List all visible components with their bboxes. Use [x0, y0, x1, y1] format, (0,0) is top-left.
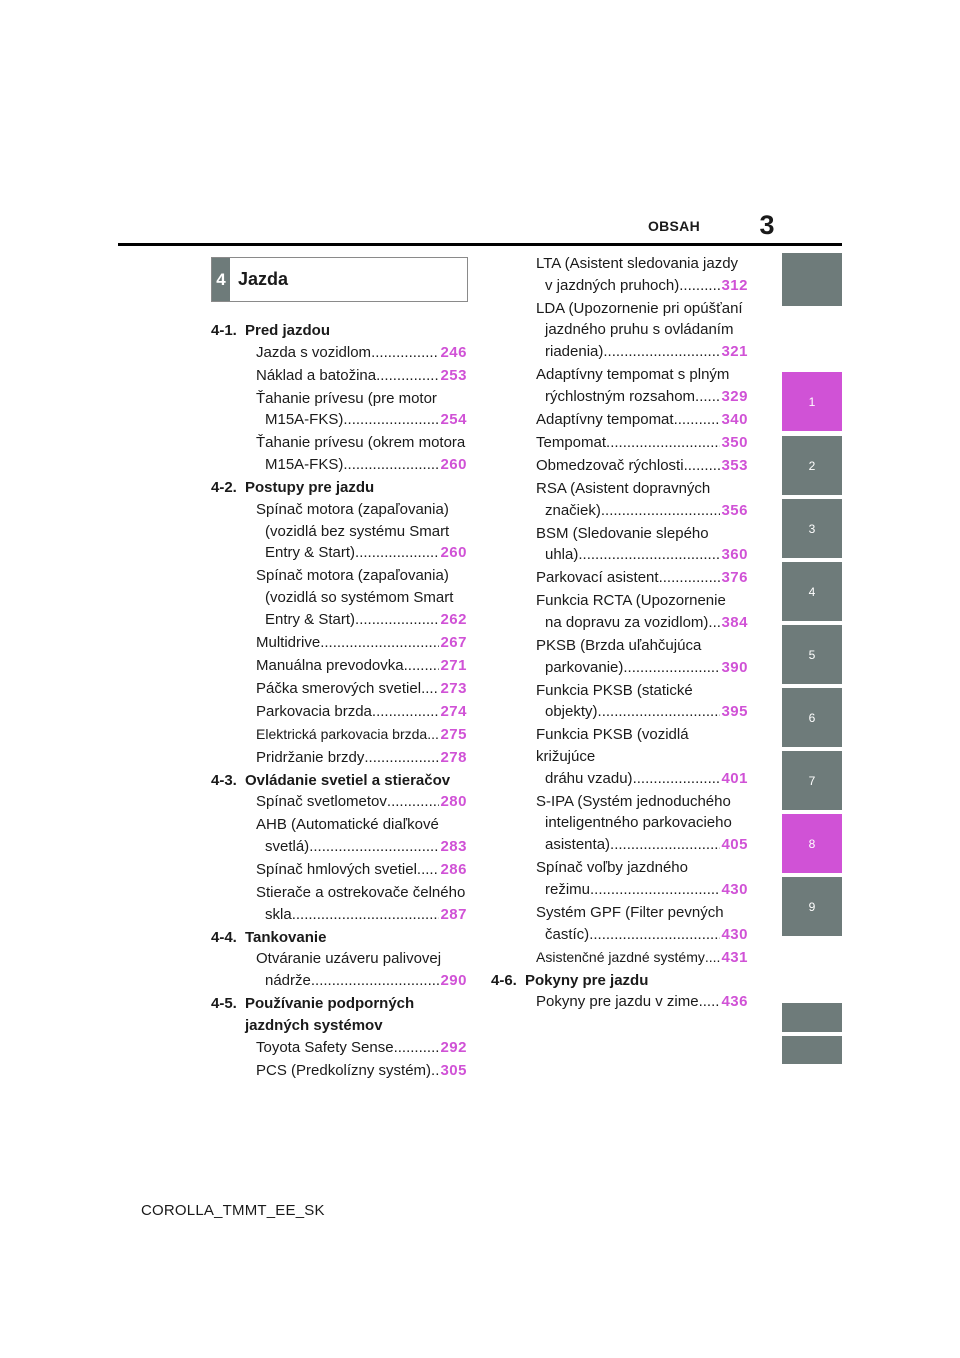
toc-entry[interactable]	[491, 857, 748, 900]
toc-entry[interactable]	[211, 701, 467, 723]
toc-entry-text: Entry & Start)	[265, 544, 356, 562]
toc-page-link: 278	[440, 748, 467, 766]
toc-entry-line	[536, 834, 748, 856]
toc-entry-text: RSA (Asistent dopravných	[536, 479, 711, 497]
dot-leader	[684, 455, 721, 477]
toc-entry-line	[256, 409, 467, 431]
toc-entry[interactable]	[491, 724, 748, 789]
toc-entry-text: rýchlostným rozsahom	[545, 387, 696, 405]
dot-leader	[372, 701, 440, 723]
dot-leader	[421, 678, 439, 700]
toc-page-link: 431	[721, 948, 748, 966]
toc-page-link: 329	[721, 387, 748, 405]
dot-leader	[659, 567, 721, 589]
toc-entry-line	[256, 342, 467, 364]
toc-page-link: 246	[440, 343, 467, 361]
toc-entry-text: M15A-FKS)	[265, 456, 344, 474]
toc-entry-text: Jazda s vozidlom	[256, 343, 372, 361]
toc-entry-text: asistenta)	[545, 836, 611, 854]
toc-entry-line	[536, 879, 748, 901]
toc-entry-line	[536, 386, 748, 408]
toc-entry-line	[536, 924, 748, 946]
toc-heading-number: 4-6.	[491, 971, 517, 989]
toc-entry-text: v jazdných pruhoch)	[545, 276, 680, 294]
footer-doc-id: COROLLA_TMMT_EE_SK	[141, 1202, 325, 1219]
toc-entry-text: Elektrická parkovacia brzda	[256, 725, 428, 742]
toc-entry-line	[256, 432, 467, 454]
toc-entry-line	[536, 612, 748, 634]
toc-entry-text: Otváranie uzáveru palivovej	[256, 950, 442, 968]
chapter-tab[interactable]: 3	[782, 499, 842, 558]
chapter-tab[interactable]: 7	[782, 751, 842, 810]
toc-page-link: 273	[440, 679, 467, 697]
toc-heading-title: Pokyny pre jazdu	[525, 971, 649, 989]
toc-page-link: 274	[440, 702, 467, 720]
toc-entry-line	[256, 542, 467, 564]
header-divider	[118, 243, 842, 246]
toc-heading-title: Tankovanie	[245, 928, 327, 946]
toc-entry-text: (vozidlá bez systému Smart	[265, 522, 450, 540]
toc-entry-line	[536, 991, 748, 1013]
toc-entry-text: Ťahanie prívesu (okrem motora	[256, 434, 466, 452]
dot-leader	[623, 657, 720, 679]
toc-entry-line	[536, 657, 748, 679]
dot-leader	[387, 791, 440, 813]
chapter-tab[interactable]: 9	[782, 877, 842, 936]
toc-entry[interactable]	[491, 364, 748, 407]
toc-entry-text: Spínač voľby jazdného	[536, 859, 688, 877]
toc-entry-text: častíc)	[545, 925, 590, 943]
dot-leader	[431, 1060, 439, 1082]
dot-leader	[610, 834, 720, 856]
dot-leader	[364, 747, 439, 769]
toc-entry-line	[536, 523, 748, 545]
toc-page-link: 260	[440, 456, 467, 474]
toc-page-link: 353	[721, 456, 748, 474]
toc-entry[interactable]	[211, 565, 467, 630]
toc-heading	[211, 770, 467, 792]
toc-entry-line	[536, 432, 748, 454]
toc-entry[interactable]	[491, 590, 748, 633]
toc-heading-title: Postupy pre jazdu	[245, 479, 375, 497]
toc-entry-text: Spínač hmlových svetiel	[256, 861, 417, 879]
toc-entry-line	[256, 565, 467, 587]
toc-entry-text: Pokyny pre jazdu v zime	[536, 993, 699, 1011]
toc-entry-line	[536, 701, 748, 723]
toc-entry-text: Adaptívny tempomat s plným	[536, 366, 730, 384]
toc-page-link: 430	[721, 880, 748, 898]
toc-entry-line	[256, 970, 467, 992]
dot-leader	[427, 724, 439, 746]
toc-heading-title: Pred jazdou	[245, 322, 331, 339]
toc-heading	[491, 970, 748, 992]
toc-entry-line	[536, 341, 748, 363]
dot-leader	[320, 632, 439, 654]
toc-page-link: 376	[721, 569, 748, 587]
toc-entry-text: PKSB (Brzda uľahčujúca	[536, 636, 702, 654]
toc-page-link: 283	[440, 838, 467, 856]
toc-entry-line	[256, 499, 467, 521]
toc-page-link: 254	[440, 411, 467, 429]
dot-leader	[343, 454, 439, 476]
toc-entry-text: režimu	[545, 880, 591, 898]
toc-entry[interactable]	[211, 747, 467, 769]
toc-page-link: 340	[721, 410, 748, 428]
toc-entry-text: (vozidlá so systémom Smart	[265, 588, 454, 606]
toc-entry[interactable]	[491, 567, 748, 589]
toc-entry-line	[536, 680, 748, 702]
toc-page-link: 275	[440, 725, 467, 743]
toc-entry-line	[256, 882, 467, 904]
toc-entry-line	[536, 500, 748, 522]
toc-entry-text: Tempomat	[536, 433, 607, 451]
toc-entry-text: Stierače a ostrekovače čelného	[256, 884, 466, 902]
toc-page-link: 321	[721, 343, 748, 361]
toc-entry-line	[536, 544, 748, 566]
toc-heading-number: 4-3.	[211, 771, 237, 789]
dot-leader	[309, 836, 439, 858]
toc-entry-text: Funkcia PKSB (vozidlá križujúce	[536, 726, 689, 766]
toc-heading	[211, 993, 467, 1036]
toc-entry-text: uhla)	[545, 546, 579, 564]
toc-entry-line	[536, 319, 748, 341]
toc-page-link: 280	[440, 793, 467, 811]
toc-entry[interactable]	[211, 882, 467, 925]
toc-entry-text: Funkcia RCTA (Upozornenie	[536, 592, 726, 610]
toc-heading-number: 4-4.	[211, 928, 237, 946]
toc-entry-text: Multidrive	[256, 633, 321, 651]
toc-heading	[211, 927, 467, 949]
toc-heading-title: Ovládanie svetiel a stieračov	[245, 771, 451, 789]
toc-entry-line	[256, 609, 467, 631]
toc-entry-text: parkovanie)	[545, 658, 624, 676]
dot-leader	[590, 879, 720, 901]
toc-right-column	[491, 253, 748, 1014]
toc-entry[interactable]	[211, 948, 467, 991]
toc-entry[interactable]	[211, 791, 467, 813]
dot-leader	[695, 386, 720, 408]
toc-entry[interactable]	[491, 478, 748, 521]
toc-page-link: 405	[721, 836, 748, 854]
toc-page-link: 395	[721, 703, 748, 721]
dot-leader	[404, 655, 440, 677]
dot-leader	[343, 409, 439, 431]
toc-entry-line	[536, 275, 748, 297]
toc-entry-text: Páčka smerových svetiel	[256, 679, 422, 697]
dot-leader	[601, 500, 721, 522]
chapter-tab[interactable]	[782, 1003, 842, 1032]
toc-entry-line	[256, 701, 467, 723]
dot-leader	[376, 365, 439, 387]
toc-page-link: 290	[440, 972, 467, 990]
toc-entry-line	[256, 365, 467, 387]
toc-entry-line	[256, 454, 467, 476]
toc-entry[interactable]	[491, 635, 748, 678]
toc-entry[interactable]	[491, 991, 748, 1013]
toc-page-link: 356	[721, 501, 748, 519]
toc-entry-text: Systém GPF (Filter pevných	[536, 903, 724, 921]
dot-leader	[578, 544, 720, 566]
page-number: 3	[759, 210, 775, 240]
toc-entry-line	[536, 902, 748, 924]
toc-entry[interactable]	[211, 859, 467, 881]
dot-leader	[417, 859, 440, 881]
chapter-tab[interactable]: 4	[782, 562, 842, 621]
toc-entry-line	[256, 678, 467, 700]
toc-heading-title: Používanie podporných jazdných systémov	[245, 995, 415, 1034]
toc-entry[interactable]	[211, 1060, 467, 1082]
dot-leader	[699, 991, 721, 1013]
chapter-tab[interactable]: 2	[782, 436, 842, 495]
toc-entry-line	[256, 632, 467, 654]
toc-entry-line	[536, 791, 748, 813]
toc-entry[interactable]	[491, 409, 748, 431]
dot-leader	[603, 341, 720, 363]
toc-entry[interactable]	[491, 432, 748, 454]
toc-entry-line	[536, 947, 748, 969]
toc-page-link: 305	[440, 1061, 467, 1079]
toc-entry[interactable]	[491, 902, 748, 945]
toc-entry-text: Parkovacia brzda	[256, 702, 372, 720]
dot-leader	[589, 924, 720, 946]
toc-entry-line	[536, 812, 748, 834]
toc-entry-text: jazdného pruhu s ovládaním	[545, 321, 734, 339]
toc-entry-text: na dopravu za vozidlom)	[545, 613, 709, 631]
dot-leader	[674, 409, 721, 431]
toc-entry-line	[256, 814, 467, 836]
toc-entry[interactable]	[491, 947, 748, 969]
toc-entry-line	[256, 1060, 467, 1082]
toc-entry-line	[256, 904, 467, 926]
toc-entry-text: Pridržanie brzdy	[256, 748, 365, 766]
dot-leader	[292, 904, 440, 926]
toc-page-link: 253	[440, 366, 467, 384]
toc-page-link: 430	[721, 925, 748, 943]
chapter-tab[interactable]: 5	[782, 625, 842, 684]
toc-page-link: 436	[721, 993, 748, 1011]
dot-leader	[355, 542, 439, 564]
toc-entry-text: Adaptívny tempomat	[536, 410, 674, 428]
dot-leader	[633, 768, 721, 790]
toc-entry[interactable]	[211, 724, 467, 746]
section-title-box	[211, 257, 468, 302]
toc-entry-text: skla	[265, 905, 292, 923]
toc-entry[interactable]	[211, 388, 467, 431]
toc-entry-line	[536, 455, 748, 477]
toc-entry-line	[536, 724, 748, 767]
toc-entry-text: Ťahanie prívesu (pre motor	[256, 389, 437, 407]
toc-entry-text: Spínač motora (zapaľovania)	[256, 500, 449, 518]
toc-page-link: 292	[440, 1038, 467, 1056]
toc-entry-text: Asistenčné jazdné systémy	[536, 948, 705, 965]
toc-entry-line	[536, 590, 748, 612]
toc-entry-text: dráhu vzadu)	[545, 769, 633, 787]
toc-entry-text: inteligentného parkovacieho	[545, 814, 732, 832]
dot-leader	[394, 1037, 440, 1059]
toc-entry-line	[256, 1037, 467, 1059]
toc-left-column	[211, 319, 467, 1083]
toc-entry-line	[256, 724, 467, 746]
toc-entry[interactable]	[211, 1037, 467, 1059]
toc-entry[interactable]	[211, 655, 467, 677]
toc-entry[interactable]	[211, 432, 467, 475]
toc-page-link: 262	[440, 610, 467, 628]
toc-entry-text: nádrže	[265, 972, 311, 990]
toc-page-link: 401	[721, 769, 748, 787]
toc-entry-line	[256, 791, 467, 813]
toc-entry-text: Náklad a batožina	[256, 366, 377, 384]
toc-entry-text: AHB (Automatické diaľkové	[256, 816, 439, 834]
toc-entry-text: objekty)	[545, 703, 598, 721]
toc-entry-text: LDA (Upozornenie pri opúšťaní	[536, 299, 743, 317]
toc-entry-text: M15A-FKS)	[265, 411, 344, 429]
chapter-tab[interactable]	[782, 1036, 842, 1064]
toc-entry-text: Manuálna prevodovka	[256, 656, 404, 674]
toc-entry-line	[256, 948, 467, 970]
toc-entry-line	[256, 587, 467, 609]
toc-entry[interactable]	[491, 680, 748, 723]
toc-entry-text: Parkovací asistent	[536, 569, 659, 587]
toc-entry-line	[256, 388, 467, 410]
toc-page-link: 390	[721, 658, 748, 676]
toc-entry-text: Entry & Start)	[265, 610, 356, 628]
toc-entry-line	[536, 768, 748, 790]
toc-heading-number: 4-1.	[211, 322, 237, 339]
toc-page-link: 384	[721, 613, 748, 631]
toc-entry-line	[536, 567, 748, 589]
toc-entry-text: Obmedzovač rýchlosti	[536, 456, 684, 474]
toc-entry-line	[256, 747, 467, 769]
toc-entry-text: S-IPA (Systém jednoduchého	[536, 792, 731, 810]
toc-entry-line	[256, 655, 467, 677]
toc-entry-text: Spínač svetlometov	[256, 793, 387, 811]
toc-page-link: 260	[440, 544, 467, 562]
dot-leader	[355, 609, 439, 631]
toc-page-link: 350	[721, 433, 748, 451]
toc-entry[interactable]	[211, 814, 467, 857]
toc-entry-line	[536, 409, 748, 431]
page-header-title: OBSAH	[647, 218, 700, 234]
toc-entry[interactable]	[491, 298, 748, 363]
chapter-tab[interactable]: 6	[782, 688, 842, 747]
chapter-tab[interactable]: 8	[782, 814, 842, 873]
chapter-tab[interactable]	[782, 253, 842, 306]
toc-entry-text: LTA (Asistent sledovania jazdy	[536, 255, 739, 272]
toc-entry-text: značiek)	[545, 501, 601, 519]
toc-entry-text: riadenia)	[545, 343, 604, 361]
toc-entry[interactable]	[491, 253, 748, 296]
toc-heading	[211, 320, 467, 342]
toc-entry-line	[256, 859, 467, 881]
toc-entry[interactable]	[211, 632, 467, 654]
toc-page-link: 271	[440, 656, 467, 674]
toc-page-link: 360	[721, 546, 748, 564]
toc-entry-line	[256, 836, 467, 858]
toc-entry-line	[256, 521, 467, 543]
toc-entry-text: Funkcia PKSB (statické	[536, 681, 693, 699]
dot-leader	[606, 432, 720, 454]
toc-entry-text: BSM (Sledovanie slepého	[536, 524, 709, 542]
toc-entry[interactable]	[491, 791, 748, 856]
section-number: 4	[212, 258, 230, 301]
dot-leader	[371, 342, 439, 364]
dot-leader	[705, 947, 721, 969]
dot-leader	[598, 701, 721, 723]
toc-heading-number: 4-5.	[211, 995, 237, 1013]
toc-page-link: 287	[440, 905, 467, 923]
toc-entry-line	[536, 298, 748, 320]
toc-heading-number: 4-2.	[211, 479, 237, 497]
toc-entry-text: Spínač motora (zapaľovania)	[256, 567, 449, 585]
section-name: Jazda	[238, 269, 289, 289]
toc-entry[interactable]	[211, 365, 467, 387]
toc-entry-text: PCS (Predkolízny systém)	[256, 1061, 432, 1079]
toc-entry[interactable]	[491, 455, 748, 477]
dot-leader	[708, 612, 720, 634]
toc-entry[interactable]	[211, 678, 467, 700]
toc-page-link: 286	[440, 861, 467, 879]
toc-entry-line	[536, 253, 748, 275]
toc-page-link: 267	[440, 633, 467, 651]
toc-heading	[211, 477, 467, 499]
toc-entry-line	[536, 478, 748, 500]
toc-entry-line	[536, 635, 748, 657]
toc-entry-line	[536, 857, 748, 879]
dot-leader	[679, 275, 720, 297]
toc-entry[interactable]	[491, 523, 748, 566]
toc-entry-text: svetlá)	[265, 838, 310, 856]
chapter-tab[interactable]: 1	[782, 372, 842, 431]
toc-entry-line	[536, 364, 748, 386]
toc-entry-text: Toyota Safety Sense	[256, 1038, 394, 1056]
toc-entry[interactable]	[211, 342, 467, 364]
dot-leader	[311, 970, 440, 992]
toc-page-link: 312	[721, 276, 748, 294]
toc-entry[interactable]	[211, 499, 467, 564]
